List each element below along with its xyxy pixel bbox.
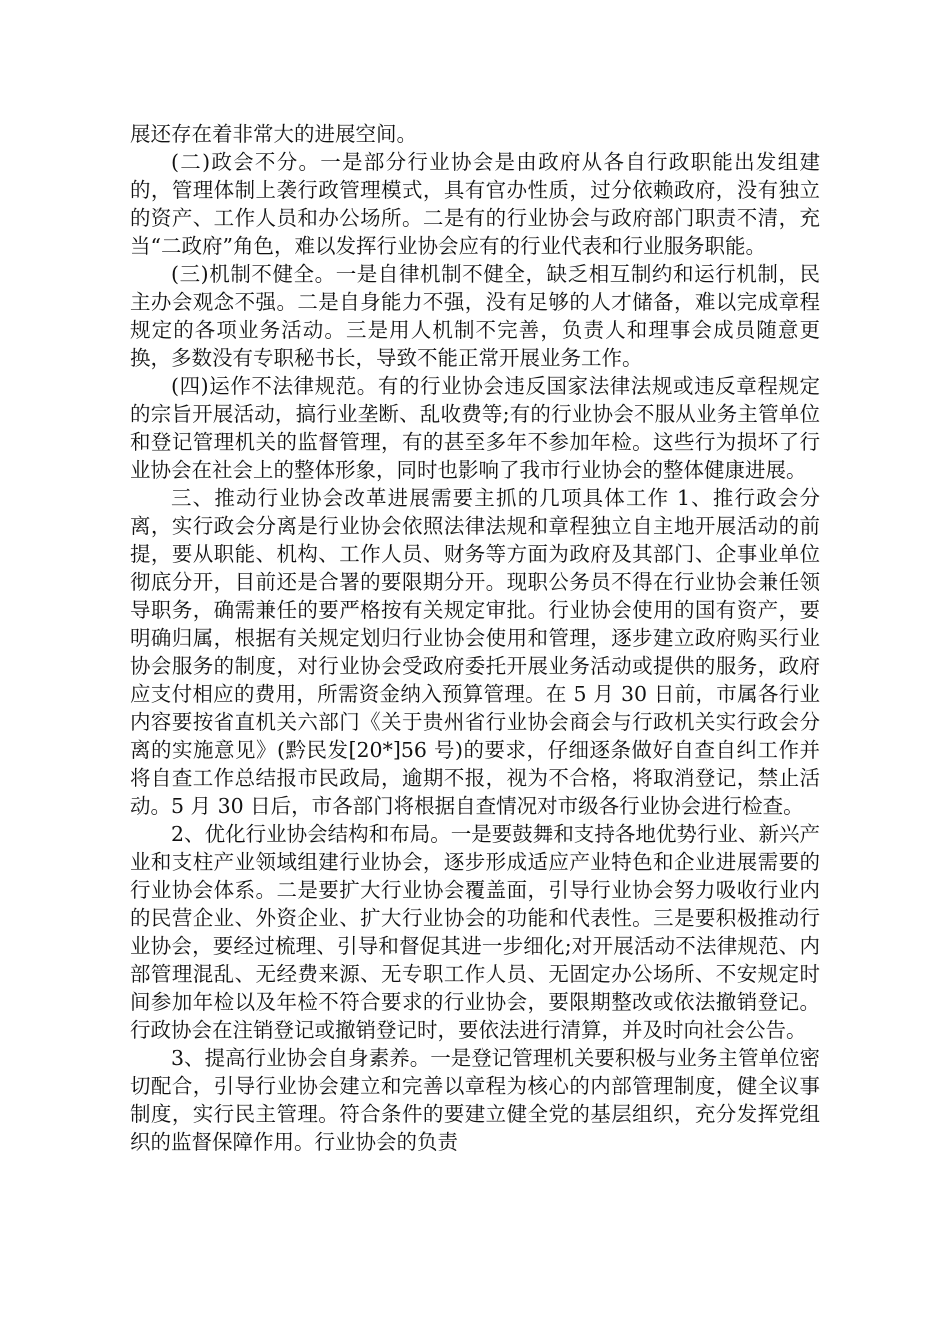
paragraph-politics-association: (二)政会不分。一是部分行业协会是由政府从各自行政职能出发组建的，管理体制上袭行政管理模式，具有官办性质，过分依赖政府，没有独立的资产、工作人员和办公场所。二是有的行业协会与政府部门职责不清，充当“二政府”角色，难以发挥行业协会应有的行业代表和行业服务职能。: [130, 150, 820, 258]
paragraph-quality: 3、提高行业协会自身素养。一是登记管理机关要积极与业务主管单位密切配合，引导行业协会建立和完善以章程为核心的内部管理制度，健全议事制度，实行民主管理。符合条件的要建立健全党的基层组织，充分发挥党组织的监督保障作用。行业协会的负责: [130, 1046, 820, 1154]
document-page: [130, 120, 820, 1156]
paragraph-reform-work: 三、推动行业协会改革进展需要主抓的几项具体工作 1、推行政会分离，实行政会分离是行业协会依照法律法规和章程独立自主地开展活动的前提，要从职能、机构、工作人员、财务等方面为政府及其部门、企事业单位彻底分开，目前还是合署的要限期分开。现职公务员不得在行业协会兼任领导职务，确需兼任的要严格按有关规定审批。行业协会使用的国有资产，要明确归属，根据有关规定划归行业协会使用和管理，逐步建立政府购买行业协会服务的制度，对行业协会受政府委托开展业务活动或提供的服务，政府应支付相应的费用，所需资金纳入预算管理。在 5 月 30 日前，市属各行业内容要按省直机关六部门《关于贵州省行业协会商会与行政机关实行政会分离的实施意见》(黔民发[20*]56 号)的要求，仔细逐条做好自查自纠工作并将自查工作总结报市民政局，逾期不报，视为不合格，将取消登记，禁止活动。5 月 30 日后，市各部门将根据自查情况对市级各行业协会进行检查。: [130, 486, 820, 818]
paragraph-continuation: 展还存在着非常大的进展空间。: [130, 122, 417, 146]
paragraph-operation: (四)运作不法律规范。有的行业协会违反国家法律法规或违反章程规定的宗旨开展活动，搞行业垄断、乱收费等;有的行业协会不服从业务主管单位和登记管理机关的监督管理，有的甚至多年不参加年检。这些行为损坏了行业协会在社会上的整体形象，同时也影响了我市行业协会的整体健康进展。: [130, 374, 820, 482]
paragraph-mechanism: (三)机制不健全。一是自律机制不健全，缺乏相互制约和运行机制，民主办会观念不强。二是自身能力不强，没有足够的人才储备，难以完成章程规定的各项业务活动。三是用人机制不完善，负责人和理事会成员随意更换，多数没有专职秘书长，导致不能正常开展业务工作。: [130, 262, 820, 370]
paragraph-structure: 2、优化行业协会结构和布局。一是要鼓舞和支持各地优势行业、新兴产业和支柱产业领域组建行业协会，逐步形成适应产业特色和企业进展需要的行业协会体系。二是要扩大行业协会覆盖面，引导行业协会努力吸收行业内的民营企业、外资企业、扩大行业协会的功能和代表性。三是要积极推动行业协会，要经过梳理、引导和督促其进一步细化;对开展活动不法律规范、内部管理混乱、无经费来源、无专职工作人员、无固定办公场所、不安规定时间参加年检以及年检不符合要求的行业协会，要限期整改或依法撤销登记。行政协会在注销登记或撤销登记时，要依法进行清算，并及时向社会公告。: [130, 822, 820, 1042]
